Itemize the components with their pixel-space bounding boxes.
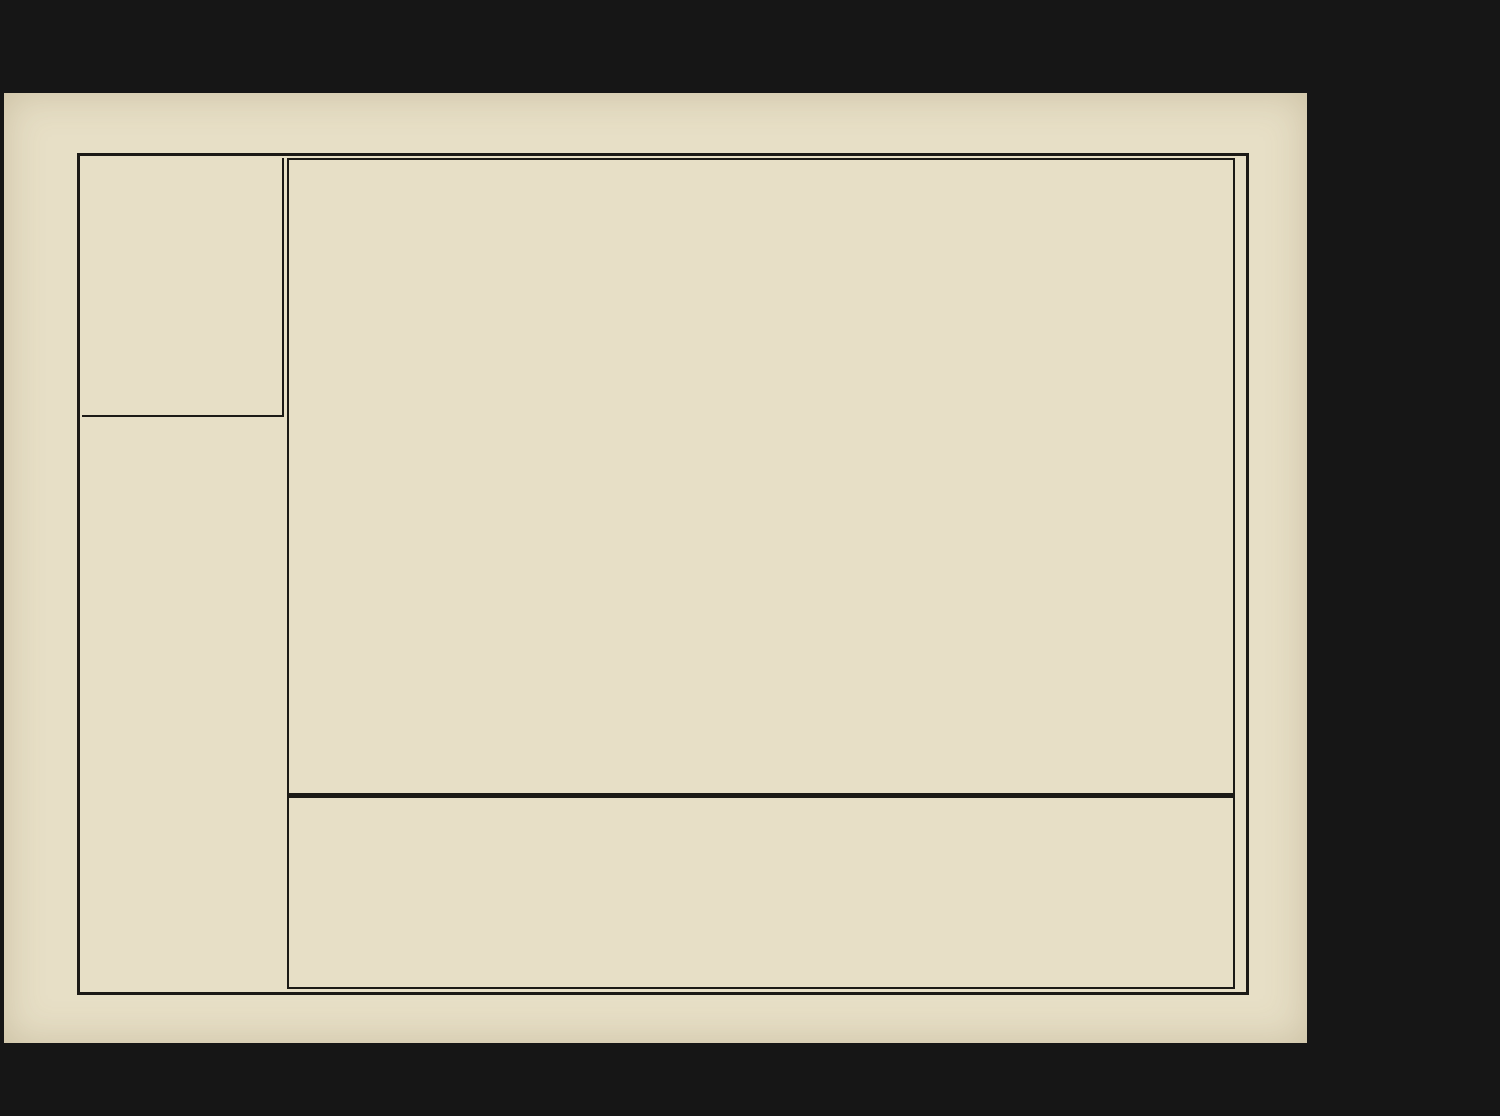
- timetable-236: [287, 158, 1235, 798]
- hotel-advertisement: [82, 158, 284, 417]
- ad-description: [82, 160, 282, 168]
- timetable-237: [287, 793, 1235, 989]
- timetable-page: [4, 93, 1307, 1043]
